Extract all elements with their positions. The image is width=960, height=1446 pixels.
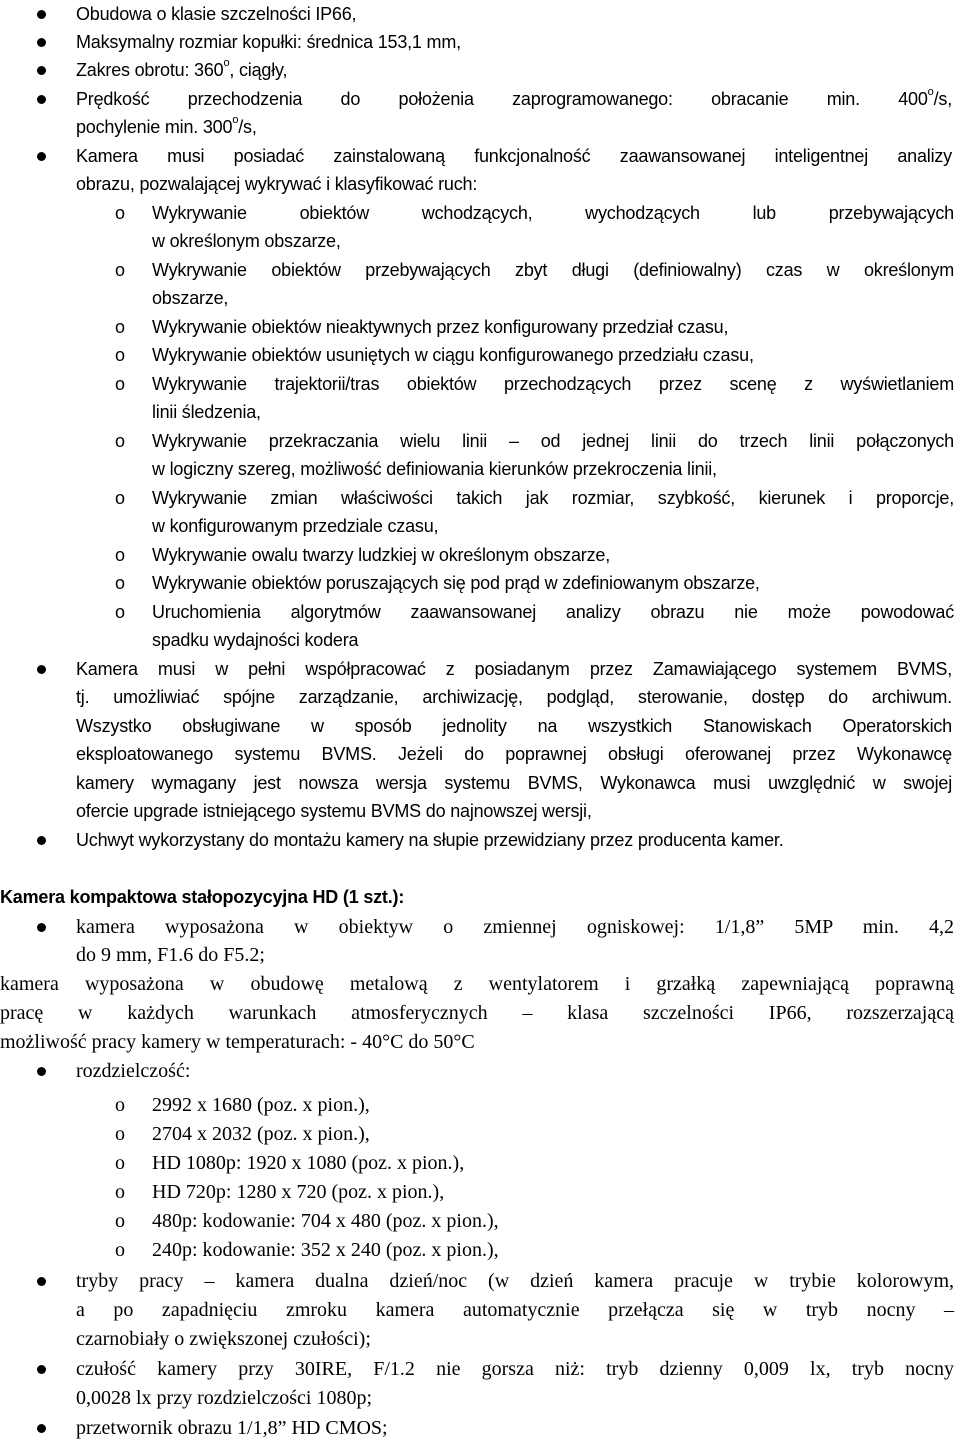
- bullet-dot: [37, 95, 46, 104]
- text-fragment: /s,: [933, 89, 952, 109]
- spec-item: przetwornik obrazu 1/1,8” HD CMOS;: [76, 1417, 388, 1439]
- resolution-item: 2992 x 1680 (poz. x pion.),: [152, 1094, 370, 1116]
- analysis-item: Wykrywanie obiektów poruszających się pod prąd w zdefiniowanym obszarze,: [152, 573, 760, 593]
- spec-item-continuation: czarnobiały o zwiększonej czułości);: [76, 1328, 371, 1350]
- spec-item: czułość kamery przy 30IRE, F/1.2 nie gorsza niż: tryb dzienny 0,009 lx, tryb nocny: [76, 1358, 954, 1380]
- spec-item: Obudowa o klasie szczelności IP66,: [76, 4, 357, 24]
- sub-bullet-marker: o: [115, 317, 125, 337]
- paragraph-line: kamera wyposażona w obudowę metalową z wentylatorem i grzałką zapewniającą poprawną: [0, 973, 954, 995]
- sub-bullet-marker: o: [115, 488, 125, 508]
- analysis-item: Wykrywanie przekraczania wielu linii – od jednej linii do trzech linii połączonych: [152, 431, 954, 451]
- spec-item-continuation: a po zapadnięciu zmroku kamera automatycznie przełącza się w tryb nocny –: [76, 1299, 954, 1321]
- analysis-item: Uruchomienia algorytmów zaawansowanej analizy obrazu nie może powodować: [152, 602, 954, 622]
- analysis-item-continuation: obszarze,: [152, 288, 229, 308]
- analysis-item: Wykrywanie obiektów wchodzących, wychodzących lub przebywających: [152, 203, 954, 223]
- text-fragment: Zakres obrotu: 360: [76, 60, 224, 80]
- spec-item-continuation: ofercie upgrade istniejącego systemu BVMS do najnowszej wersji,: [76, 801, 592, 821]
- text-fragment: /s,: [238, 117, 257, 137]
- spec-item-continuation: [76, 113, 257, 141]
- analysis-item-continuation: w określonym obszarze,: [152, 231, 341, 251]
- sub-bullet-marker: o: [115, 1123, 125, 1145]
- sub-bullet-marker: o: [115, 1181, 125, 1203]
- spec-item-continuation: tj. umożliwiać spójne zarządzanie, archiwizację, podgląd, sterowanie, dostęp do archiwum.: [76, 687, 952, 707]
- bullet-dot: [37, 665, 46, 674]
- spec-item: Maksymalny rozmiar kopułki: średnica 153,1 mm,: [76, 32, 461, 52]
- spec-item-continuation: obrazu, pozwalającej wykrywać i klasyfikować ruch:: [76, 174, 478, 194]
- spec-item: [76, 56, 287, 84]
- bullet-dot: [37, 1067, 46, 1076]
- resolution-item: HD 720p: 1280 x 720 (poz. x pion.),: [152, 1181, 445, 1203]
- sub-bullet-marker: o: [115, 260, 125, 280]
- paragraph-line: możliwość pracy kamery w temperaturach: - 40°C do 50°C: [0, 1031, 475, 1053]
- sub-bullet-marker: o: [115, 374, 125, 394]
- bullet-dot: [37, 38, 46, 47]
- sub-bullet-marker: o: [115, 573, 125, 593]
- spec-item: rozdzielczość:: [76, 1060, 191, 1082]
- degree-superscript: o: [223, 57, 230, 69]
- paragraph-line: pracę w każdych warunkach atmosferycznych – klasa szczelności IP66, rozszerzającą: [0, 1002, 954, 1024]
- analysis-item: Wykrywanie obiektów usuniętych w ciągu konfigurowanego przedziału czasu,: [152, 345, 754, 365]
- analysis-item: Wykrywanie obiektów nieaktywnych przez konfigurowany przedział czasu,: [152, 317, 729, 337]
- analysis-item-continuation: w logiczny szereg, możliwość definiowania kierunków przekroczenia linii,: [152, 459, 717, 479]
- spec-item-continuation: eksploatowanego systemu BVMS. Jeżeli do poprawnej obsługi oferowanej przez Wykonawcę: [76, 744, 952, 764]
- bullet-dot: [37, 1365, 46, 1374]
- degree-superscript: o: [232, 114, 239, 126]
- analysis-item: Wykrywanie trajektorii/tras obiektów przechodzących przez scenę z wyświetlaniem: [152, 374, 954, 394]
- text-fragment: Prędkość przechodzenia do położenia zaprogramowanego: obracanie min. 400: [76, 89, 928, 109]
- bullet-dot: [37, 1277, 46, 1286]
- analysis-item-continuation: spadku wydajności kodera: [152, 630, 359, 650]
- bullet-dot: [37, 1424, 46, 1433]
- spec-item: Kamera musi w pełni współpracować z posiadanym przez Zamawiającego systemem BVMS,: [76, 659, 952, 679]
- spec-item-continuation: 0,0028 lx przy rozdzielczości 1080p;: [76, 1387, 373, 1409]
- spec-item: kamera wyposażona w obiektyw o zmiennej ogniskowej: 1/1,8” 5MP min. 4,2: [76, 916, 954, 938]
- resolution-item: 480p: kodowanie: 704 x 480 (poz. x pion.),: [152, 1210, 499, 1232]
- text-fragment: , ciągły,: [229, 60, 288, 80]
- analysis-item: Wykrywanie zmian właściwości takich jak rozmiar, szybkość, kierunek i proporcje,: [152, 488, 954, 508]
- sub-bullet-marker: o: [115, 1094, 125, 1116]
- section-heading: Kamera kompaktowa stałopozycyjna HD (1 szt.):: [0, 887, 405, 907]
- sub-bullet-marker: o: [115, 602, 125, 622]
- bullet-dot: [37, 923, 46, 932]
- bullet-dot: [37, 152, 46, 161]
- spec-item: [76, 85, 952, 113]
- resolution-item: HD 1080p: 1920 x 1080 (poz. x pion.),: [152, 1152, 465, 1174]
- spec-item: Uchwyt wykorzystany do montażu kamery na słupie przewidziany przez producenta kamer.: [76, 830, 784, 850]
- sub-bullet-marker: o: [115, 203, 125, 223]
- bullet-dot: [37, 66, 46, 75]
- sub-bullet-marker: o: [115, 431, 125, 451]
- spec-item: Kamera musi posiadać zainstalowaną funkcjonalność zaawansowanej inteligentnej analizy: [76, 146, 952, 166]
- sub-bullet-marker: o: [115, 1152, 125, 1174]
- resolution-item: 2704 x 2032 (poz. x pion.),: [152, 1123, 370, 1145]
- degree-superscript: o: [927, 86, 934, 98]
- text-fragment: pochylenie min. 300: [76, 117, 233, 137]
- sub-bullet-marker: o: [115, 545, 125, 565]
- sub-bullet-marker: o: [115, 345, 125, 365]
- spec-item-continuation: Wszystko obsługiwane w sposób jednolity na wszystkich Stanowiskach Operatorskich: [76, 716, 952, 736]
- resolution-item: 240p: kodowanie: 352 x 240 (poz. x pion.),: [152, 1239, 499, 1261]
- analysis-item: Wykrywanie owalu twarzy ludzkiej w określonym obszarze,: [152, 545, 610, 565]
- sub-bullet-marker: o: [115, 1210, 125, 1232]
- sub-bullet-marker: o: [115, 1239, 125, 1261]
- analysis-item-continuation: linii śledzenia,: [152, 402, 261, 422]
- spec-item-continuation: kamery wymagany jest nowsza wersja systemu BVMS, Wykonawca musi uwzględnić w swojej: [76, 773, 952, 793]
- analysis-item-continuation: w konfigurowanym przedziale czasu,: [152, 516, 439, 536]
- bullet-dot: [37, 10, 46, 19]
- analysis-item: Wykrywanie obiektów przebywających zbyt długi (definiowalny) czas w określonym: [152, 260, 954, 280]
- spec-item: tryby pracy – kamera dualna dzień/noc (w dzień kamera pracuje w trybie kolorowym,: [76, 1270, 954, 1292]
- bullet-dot: [37, 836, 46, 845]
- spec-item-continuation: do 9 mm, F1.6 do F5.2;: [76, 944, 265, 966]
